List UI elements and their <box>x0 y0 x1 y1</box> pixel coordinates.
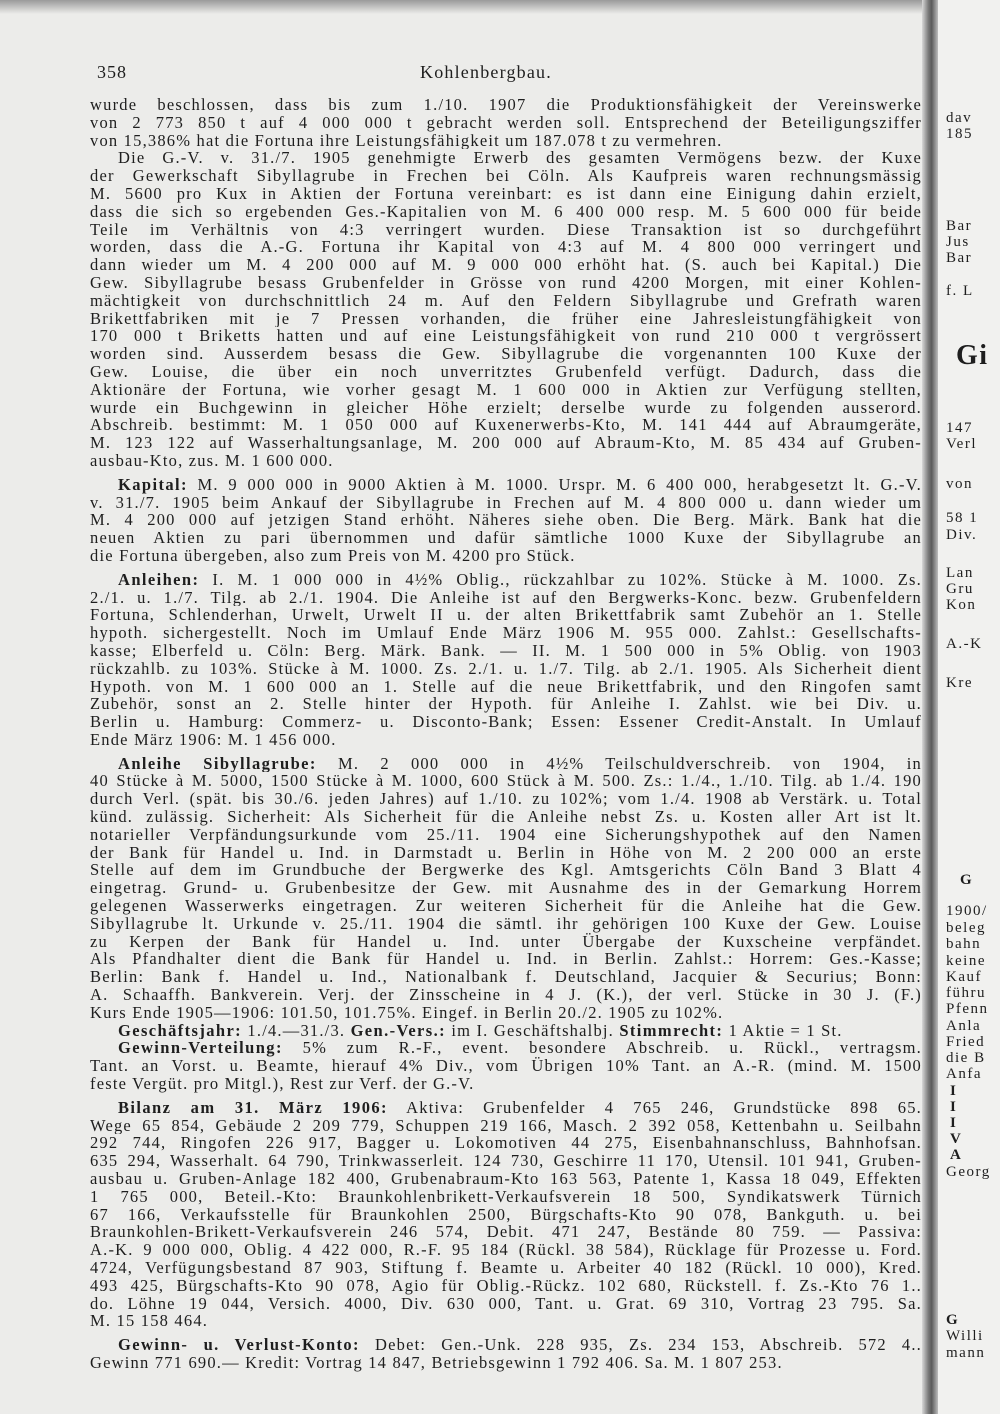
page-fragment-text: 147 <box>946 420 973 436</box>
line-text: 493 425, Bürgschafts-Kto 90 078, Agio für Oblig.-Rückz. 102 680, Rückstell. f. Zs.-Kto 76 1.. <box>90 1276 922 1295</box>
text-line <box>90 1075 922 1093</box>
text-line <box>90 529 922 547</box>
main-text-column <box>90 96 922 1372</box>
paragraph <box>90 1039 922 1092</box>
text-line <box>90 772 922 790</box>
text-line <box>90 363 922 381</box>
page-fragment-text: Bar <box>946 250 973 266</box>
text-line <box>90 1022 922 1040</box>
line-text: Abschreib. bestimmt: M. 1 050 000 auf Kuxenerwerbs-Kto, M. 141 444 auf Abraumgeräte, <box>90 416 922 435</box>
text-line <box>90 826 922 844</box>
text-line <box>90 1354 922 1372</box>
line-text: der Bank für Handel u. Ind. in Darmstadt u. Berlin in Höhe von M. 2 200 000 an erste <box>90 843 922 862</box>
line-text: v. 31./7. 1905 beim Ankauf der Sibyllagrube in Frechen auf M. 4 800 000 u. dann wieder um <box>90 493 922 512</box>
text-line <box>90 790 922 808</box>
section-heading: Anleihen: <box>118 570 200 589</box>
book-gutter <box>922 0 938 1414</box>
line-text: Berlin: Bank f. Handel u. Ind., Nationalbank f. Deutschland, Jacquier & Securius; Bonn: <box>90 968 922 987</box>
line-text: durch Verl. (spät. bis 30./6. jeden Jahres) auf 1./10. zu 102%; vom 1./4. 1908 ab Verstärk. u. Total <box>90 790 922 809</box>
text-line <box>90 844 922 862</box>
line-text: von 15,386% hat die Fortuna ihre Leistungsfähigkeit um 187.078 t zu vermehren. <box>90 131 723 150</box>
line-text: M. 4 200 000 auf jetzigen Stand erhöht. Näheres siehe oben. Die Berg. Märk. Bank hat die <box>90 511 922 530</box>
line-text: Wege 65 854, Gebäude 2 209 779, Schuppen 219 166, Masch. 2 392 058, Kettenbahn u. Seilbahn <box>90 1116 922 1135</box>
line-text: wurde ein Buchgewinn in gleicher Höhe erzielt; derselbe wurde zu folgenden ausserord. <box>90 398 922 417</box>
line-text: 170 000 t Briketts hatten und auf eine Leistungsfähigkeit von rund 210 000 t vergrössert <box>90 327 922 346</box>
text-line <box>90 1099 922 1117</box>
text-line <box>90 345 922 363</box>
text-line <box>90 292 922 310</box>
text-line <box>90 1206 922 1224</box>
page-fragment-text: 1900/ <box>946 903 988 919</box>
text-line <box>90 808 922 826</box>
page-fragment-text: Georg <box>946 1164 991 1180</box>
text-line <box>90 381 922 399</box>
line-text: ausbau-Kto, zus. M. 1 600 000. <box>90 451 334 470</box>
line-text: 2./1. u. 1./7. Tilg. ab 2./1. 1904. Die Anleihe ist auf den Bergwerks-Konc. bezw. Grubenfeldern <box>90 588 922 607</box>
text-line <box>90 731 922 749</box>
page-fragment-text: führu <box>946 985 986 1001</box>
text-line <box>90 986 922 1004</box>
section-heading: Anleihe Sibyllagrube: <box>118 754 317 773</box>
line-text: hypoth. sichergestellt. Noch im Umlauf Ende März 1906 M. 955 000. Zahlst.: Gesellschafts- <box>90 624 922 642</box>
page-fragment-text: Gi <box>956 340 989 371</box>
line-text: von 2 773 850 t auf 4 000 000 t gebracht werden soll. Entsprechend der Beteiligungsziffer <box>90 113 922 132</box>
line-text: dass die sich so ergebenden Ges.-Kapitalien von M. 6 400 000 resp. M. 5 600 000 für beide <box>90 202 922 221</box>
section-heading: Stimmrecht: <box>619 1021 724 1040</box>
line-text: eingetrag. Grund- u. Grubenbesitze der Gew. mit Ausnahme des in der Gemarkung Horrem <box>90 879 922 898</box>
text-line <box>90 879 922 897</box>
scan-top-edge <box>0 0 1000 14</box>
line-text: do. Löhne 19 044, Versich. 4000, Div. 630 000, Tant. u. Grat. 69 310, Vortrag 23 795. Sa. <box>90 1294 922 1313</box>
line-text: A.-K. 9 000 000, Oblig. 4 422 000, R.-F. 95 184 (Rückl. 38 584), Rücklage für Prozesse u. Ford. <box>90 1241 922 1259</box>
line-text: Aktiva: Grubenfelder 4 765 246, Grundstücke 898 65. <box>387 1098 922 1117</box>
paragraph <box>90 755 922 1022</box>
paragraph <box>90 1336 922 1372</box>
line-text: kasse; Elberfeld u. Cöln: Berg. Märk. Bank. — II. M. 1 500 000 in 5% Oblig. von 1903 <box>90 641 922 660</box>
text-line <box>90 149 922 167</box>
text-line <box>90 950 922 968</box>
text-line <box>90 606 922 624</box>
paragraph <box>90 149 922 469</box>
text-line <box>90 114 922 132</box>
text-line <box>90 1312 922 1330</box>
text-line <box>90 660 922 678</box>
line-text: 40 Stücke à M. 5000, 1500 Stücke à M. 1000, 600 Stück à M. 500. Zs.: 1./4., 1./10. Tilg. ab 1./4. 190 <box>90 772 922 791</box>
line-text: Brikettfabriken mit je 7 Pressen vorhanden, die früher eine Jahresleistungfähigkeit von <box>90 309 922 328</box>
text-line <box>90 1152 922 1170</box>
line-text: M. 5600 pro Kux in Aktien der Fortuna vereinbart: es ist dann eine Einigung dahin erzielt, <box>90 184 922 203</box>
text-line <box>90 547 922 565</box>
line-text: Sibyllagrube lt. Urkunde v. 25./11. 1904 die sämtl. ihr gehörigen 100 Kuxe der Gew. Louise <box>90 914 922 933</box>
page-fragment-text: dav <box>946 110 973 126</box>
text-line <box>90 416 922 434</box>
text-line <box>90 132 922 150</box>
text-line <box>90 1336 922 1354</box>
text-line <box>90 1188 922 1206</box>
text-line <box>90 933 922 951</box>
page-fragment-text: G <box>946 1312 960 1328</box>
line-text: Braunkohlen-Brikett-Verkaufsverein 246 574, Debit. 471 247, Bestände 80 759. — Passiva: <box>90 1223 922 1242</box>
line-text: M. 9 000 000 in 9000 Aktien à M. 1000. Urspr. M. 6 400 000, herabgesetzt lt. G.-V. <box>187 475 922 494</box>
line-text: Gew. Louise, die über ein noch unverritztes Grubenfeld verfügt. Dadurch, dass die <box>90 362 922 381</box>
paragraph <box>90 571 922 749</box>
page-fragment-text: Verl <box>946 436 977 452</box>
page-fragment-text: 58 1 <box>946 510 979 526</box>
adjacent-page-fragment <box>938 0 1000 1414</box>
section-heading: Bilanz am 31. März 1906: <box>118 1098 388 1117</box>
text-line <box>90 713 922 731</box>
page-fragment-text: A.-K <box>946 636 983 652</box>
text-line <box>90 915 922 933</box>
line-text: Tant. an Vorst. u. Beamte, hierauf 4% Div., vom Übrigen 10% Tant. an A.-R. (mind. M. 1500 <box>90 1057 922 1076</box>
text-line <box>90 452 922 470</box>
line-text: gelegenen Wasserwerks eingetragen. Zur weiteren Sicherheit für die Anleihe hat die Gew. <box>90 897 922 915</box>
line-text: Gew. Sibyllagrube besass Grubenfelder in Grösse von rund 4200 Morgen, mit einer Kohlen- <box>90 273 922 292</box>
line-text: Teile im Verhältnis von 4:3 verringert wurden. Diese Transaktion ist so durchgeführt <box>90 220 922 239</box>
page-fragment-text: Kre <box>946 675 973 691</box>
line-text: 4724, Verfügungsbestand 87 903, Stiftung f. Beamte u. Arbeiter 40 182 (Rückl. 10 000), Kred. <box>90 1259 922 1277</box>
line-text: Die G.-V. v. 31./7. 1905 genehmigte Erwerb des gesamten Vermögens bezw. der Kuxe <box>118 149 922 168</box>
text-line <box>90 1170 922 1188</box>
line-text: 1./4.—31./3. <box>242 1021 351 1040</box>
running-head: Kohlenbergbau. <box>420 62 552 82</box>
line-text: neuen Aktien zu pari übernommen und dafür sämtliche 1000 Kuxe der Sibyllagrube an <box>90 529 922 547</box>
page-fragment-text: G <box>960 872 974 888</box>
text-line <box>90 678 922 696</box>
line-text: Fortuna, Schlenderhan, Urwelt, Urwelt II u. der alten Brikettfabrik samt Zubehör an 1. Stelle <box>90 606 922 625</box>
page-fragment-text: Gru <box>946 581 974 597</box>
text-line <box>90 589 922 607</box>
text-line <box>90 1259 922 1277</box>
page-fragment-text: V <box>950 1131 963 1147</box>
line-text: Gewinn 771 690.— Kredit: Vortrag 14 847, Betriebsgewinn 1 792 406. Sa. M. 1 807 253. <box>90 1353 783 1372</box>
text-line <box>90 256 922 274</box>
line-text: künd. zulässig. Sicherheit: Als Sicherheit für die Anleihe nebst Zs. u. Kosten aller Art ist lt. <box>90 808 922 826</box>
page-fragment-text: Div. <box>946 527 978 543</box>
section-heading: Gewinn-Verteilung: <box>118 1039 283 1058</box>
paragraph <box>90 476 922 565</box>
text-line <box>90 511 922 529</box>
text-line <box>90 968 922 986</box>
page-fragment-text: Jus <box>946 234 970 250</box>
page-fragment-text: Fried <box>946 1034 986 1050</box>
text-line <box>90 624 922 642</box>
line-text: zu Kerpen der Bank für Handel u. Ind. unter Übergabe der Kuxscheine verpfändet. <box>90 932 922 951</box>
line-text: Hypoth. von M. 1 600 000 an 1. Stelle auf die neue Brikettfabrik, und den Ringofen samt <box>90 677 922 696</box>
line-text: 67 166, Verkaufsstelle für Braunkohlen 2500, Bürgschafts-Kto 90 078, Bankguth. u. bei <box>90 1205 922 1224</box>
text-line <box>90 221 922 239</box>
text-line <box>90 1117 922 1135</box>
text-line <box>90 1277 922 1295</box>
text-line <box>90 238 922 256</box>
line-text: M. 2 000 000 in 4½% Teilschuldverschreib. von 1904, in <box>316 754 922 773</box>
section-heading: Kapital: <box>118 475 188 494</box>
text-line <box>90 861 922 879</box>
text-line <box>90 327 922 345</box>
page-fragment-text: Kon <box>946 597 977 613</box>
page-fragment-text: von <box>946 476 973 492</box>
line-text: notarieller Verpfändungsurkunde vom 25./11. 1904 eine Sicherungshypothek auf den Namen <box>90 825 922 844</box>
page-fragment-text: f. L <box>946 283 974 299</box>
page-fragment-text: A <box>950 1147 963 1163</box>
text-line <box>90 274 922 292</box>
line-text: im I. Geschäftshalbj. <box>446 1021 620 1040</box>
line-text: M. 123 122 auf Wasserhaltungsanlage, M. 200 000 auf Abraum-Kto, M. 85 434 auf Gruben- <box>90 434 922 452</box>
page-fragment-text: Anla <box>946 1018 982 1034</box>
paragraph <box>90 96 922 149</box>
page-fragment-text: I <box>950 1099 958 1115</box>
line-text: Aktionäre der Fortuna, wie vorher gesagt M. 1 600 000 in Aktien zur Verfügung stellten, <box>90 380 922 399</box>
text-line <box>90 1134 922 1152</box>
section-heading: Gen.-Vers.: <box>350 1021 447 1040</box>
line-text: I. M. 1 000 000 in 4½% Oblig., rückzahlbar zu 102%. Stücke à M. 1000. Zs. <box>199 570 922 589</box>
text-line <box>90 399 922 417</box>
text-line <box>90 1223 922 1241</box>
line-text: dann wieder um M. 4 200 000 auf M. 9 000 000 erhöht hat. (S. auch bei Kapital.) Die <box>90 256 922 274</box>
text-line <box>90 96 922 114</box>
page-fragment-text: 185 <box>946 126 973 142</box>
text-line <box>90 1241 922 1259</box>
text-line <box>90 571 922 589</box>
text-line <box>90 203 922 221</box>
page-fragment-text: Lan <box>946 565 974 581</box>
text-line <box>90 185 922 203</box>
line-text: Ende März 1906: M. 1 456 000. <box>90 730 337 749</box>
line-text: feste Vergüt. pro Mitgl.), Rest zur Verf. der G.-V. <box>90 1075 475 1093</box>
text-line <box>90 167 922 185</box>
line-text: Stelle auf dem im Grundbuche der Bergwerke des Kgl. Amtsgerichts Cöln Band 3 Blatt 4 <box>90 861 922 880</box>
text-line <box>90 1295 922 1313</box>
text-line <box>90 1057 922 1075</box>
text-line <box>90 310 922 328</box>
line-text: 5% zum R.-F., event. besondere Abschreib. u. Rückl., vertragsm. <box>282 1039 922 1058</box>
line-text: ausbau u. Gruben-Anlage 182 400, Grubenabraum-Kto 163 563, Patente 1, Kassa 18 049, Effekten <box>90 1170 922 1188</box>
text-line <box>90 695 922 713</box>
line-text: worden sind. Ausserdem besass die Gew. Sibyllagrube die vorgenannten 100 Kuxe der <box>90 345 922 363</box>
line-text: Berlin u. Hamburg: Commerz- u. Disconto-Bank; Essen: Essener Credit-Anstalt. In Umlauf <box>90 713 922 731</box>
line-text: Debet: Gen.-Unk. 228 935, Zs. 234 153, Abschreib. 572 4.. <box>359 1336 922 1354</box>
text-line <box>90 755 922 773</box>
line-text: M. 15 158 464. <box>90 1312 209 1331</box>
line-text: 292 744, Ringofen 226 917, Bagger u. Lokomotiven 44 275, Eisenbahnanschluss, Bahnhofsan. <box>90 1134 922 1153</box>
page-fragment-text: bahn <box>946 936 982 952</box>
line-text: A. Schaaffh. Bankverein. Verj. der Zinsscheine in 4 J. (K.), der verl. Stücke in 30 J. (F.) <box>90 986 922 1004</box>
line-text: Zubehör, sonst an 2. Stelle hinter der Hypoth. für Anleihe I. Zahlst. wie bei Div. u. <box>90 695 922 714</box>
page-fragment-text: keine <box>946 953 986 969</box>
page-fragment-text: Bar <box>946 218 973 234</box>
text-line <box>90 1039 922 1057</box>
line-text: wurde beschlossen, dass bis zum 1./10. 1907 die Produktionsfähigkeit der Vereinswerke <box>90 96 922 114</box>
line-text: Als Pfandhalter dient die Bank für Handel u. Ind. in Berlin. Zahlst.: Horrem: Ges.-Kasse; <box>90 950 922 969</box>
line-text: rückzahlb. zu 103%. Stücke à M. 1000. Zs. 2./1. u. 1./7. Tilg. ab 2./1. 1905. Als Sicherheit dient <box>90 659 922 678</box>
paragraph <box>90 1022 922 1040</box>
line-text: 1 765 000, Beteil.-Kto: Braunkohlenbrikett-Verkaufsverein 18 500, Syndikatswerk Türnich <box>90 1187 922 1206</box>
text-line <box>90 642 922 660</box>
line-text: Kurs Ende 1905—1906: 101.50, 101.75%. Eingef. in Berlin 20./2. 1905 zu 102%. <box>90 1003 724 1022</box>
page-number: 358 <box>97 62 127 82</box>
page-fragment-text: mann <box>946 1345 986 1361</box>
page-fragment-text: die B <box>946 1050 986 1066</box>
paragraph <box>90 1099 922 1330</box>
page-fragment-text: Kauf <box>946 969 982 985</box>
page-fragment-text: beleg <box>946 920 986 936</box>
line-text: worden, dass die A.-G. Fortuna ihr Kapital von 4:3 auf M. 4 800 000 verringert und <box>90 238 922 257</box>
text-line <box>90 434 922 452</box>
section-heading: Gewinn- u. Verlust-Konto: <box>118 1336 360 1354</box>
line-text: der Gewerkschaft Sibyllagrube in Frechen bei Cöln. Als Kaufpreis waren rechnungsmässig <box>90 167 922 185</box>
line-text: 1 Aktie = 1 St. <box>723 1021 843 1040</box>
page-fragment-text: Pfenn <box>946 1001 989 1017</box>
text-line <box>90 476 922 494</box>
line-text: 635 294, Wasserhalt. 64 790, Trinkwasserleit. 124 730, Geschirre 11 170, Utensil. 101 941, Gruben- <box>90 1152 922 1171</box>
line-text: mächtigkeit von durchschnittlich 24 m. Auf den Feldern Sibyllagrube und Grefrath waren <box>90 291 922 310</box>
text-line <box>90 1004 922 1022</box>
page-fragment-text: I <box>950 1115 958 1131</box>
page-fragment-text: I <box>950 1083 958 1099</box>
text-line <box>90 897 922 915</box>
line-text: die Fortuna übergeben, also zum Preis von M. 4200 pro Stück. <box>90 546 576 565</box>
page-fragment-text: Anfa <box>946 1066 982 1082</box>
page-fragment-text: Willi <box>946 1328 984 1344</box>
section-heading: Geschäftsjahr: <box>118 1021 243 1040</box>
text-line <box>90 494 922 512</box>
